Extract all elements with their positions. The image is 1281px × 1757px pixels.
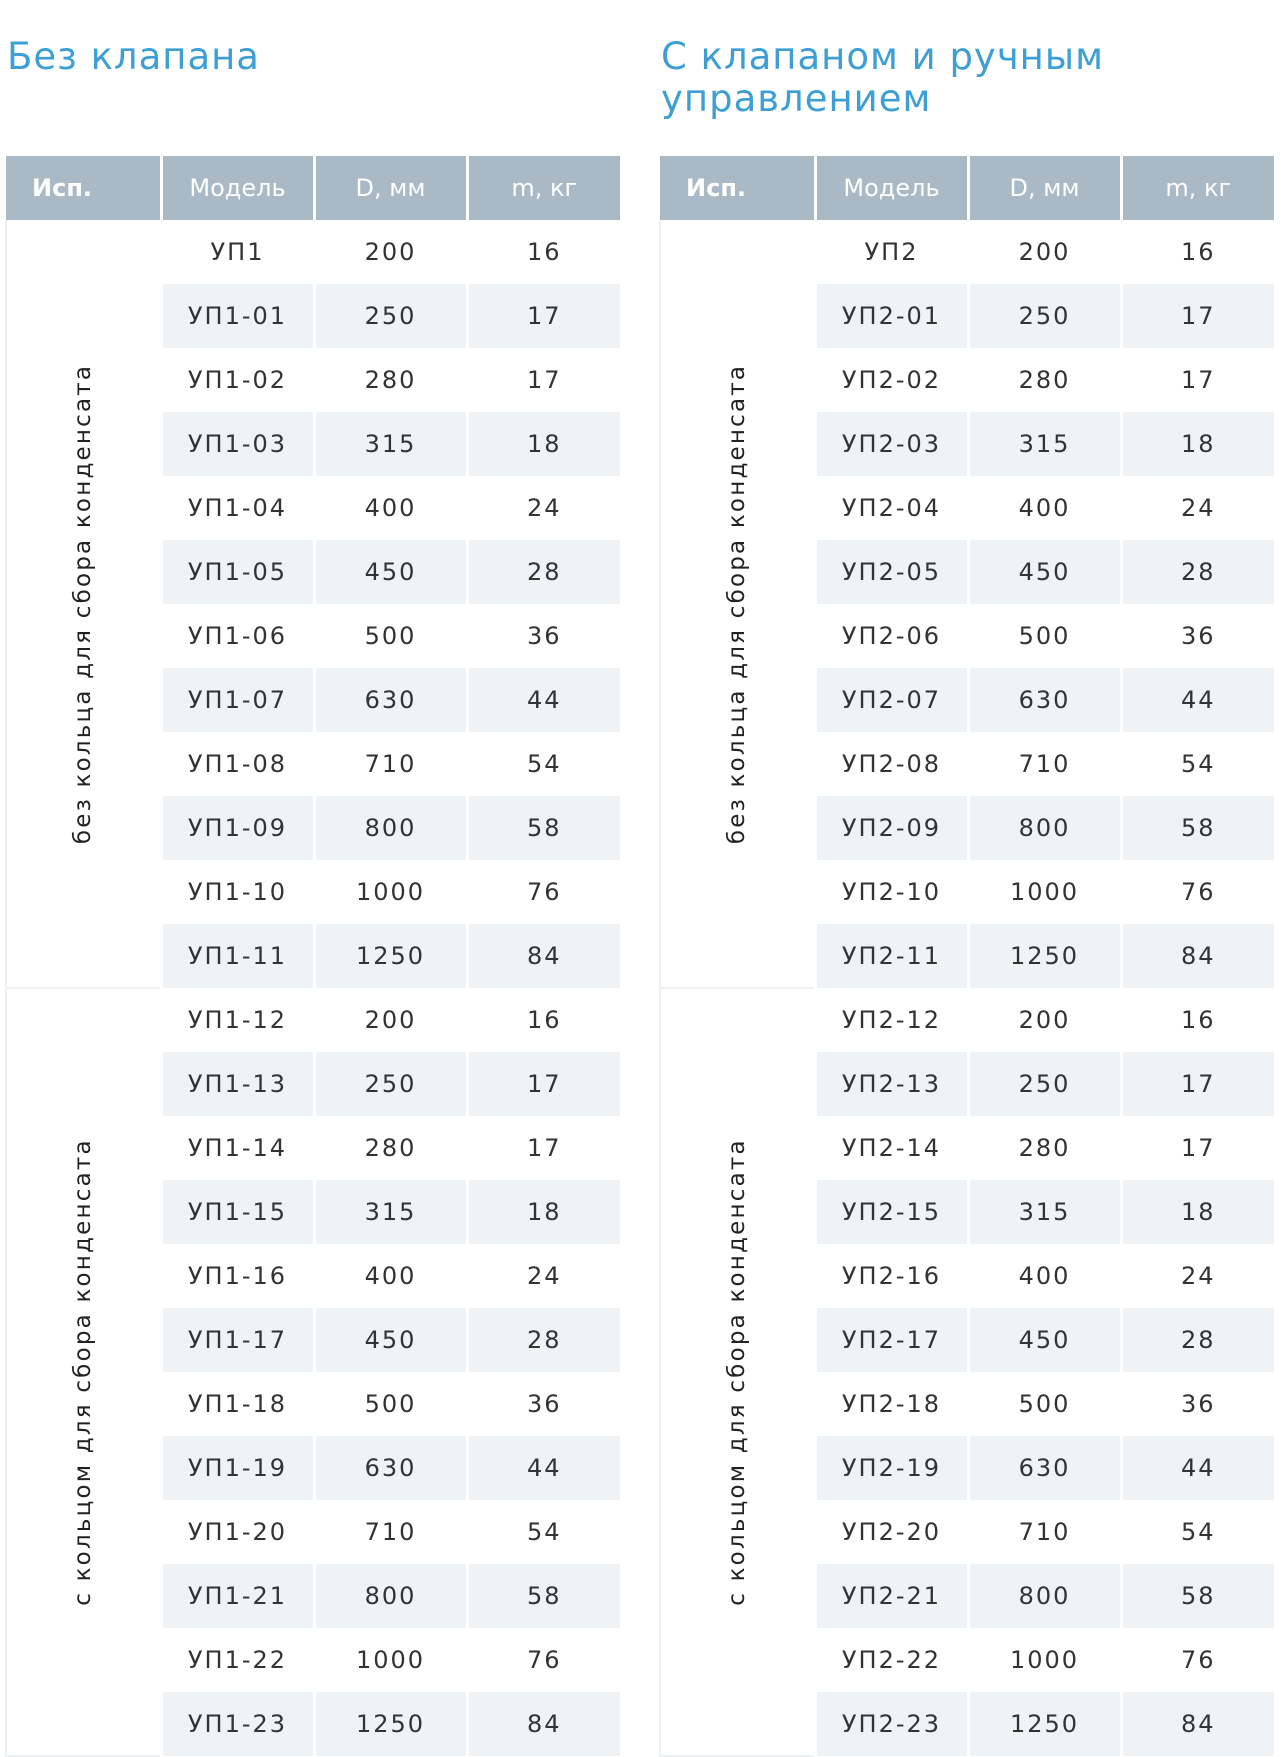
mass-cell: 54 bbox=[467, 1500, 620, 1564]
mass-cell: 84 bbox=[467, 924, 620, 988]
header-isp: Исп. bbox=[660, 156, 815, 220]
model-cell: УП2-03 bbox=[815, 412, 968, 476]
mass-cell: 16 bbox=[1121, 988, 1274, 1052]
mass-cell: 44 bbox=[467, 668, 620, 732]
diameter-cell: 1000 bbox=[314, 860, 467, 924]
model-cell: УП1-13 bbox=[161, 1052, 314, 1116]
model-cell: УП1-04 bbox=[161, 476, 314, 540]
diameter-cell: 280 bbox=[968, 348, 1121, 412]
model-cell: УП1-03 bbox=[161, 412, 314, 476]
mass-cell: 84 bbox=[467, 1692, 620, 1756]
group-label: без кольца для сбора конденсата bbox=[724, 363, 751, 844]
mass-cell: 18 bbox=[467, 412, 620, 476]
header-model: Модель bbox=[161, 156, 314, 220]
diameter-cell: 710 bbox=[314, 1500, 467, 1564]
model-cell: УП1-21 bbox=[161, 1564, 314, 1628]
group-cell bbox=[6, 220, 161, 988]
model-cell: УП1-15 bbox=[161, 1180, 314, 1244]
mass-cell: 17 bbox=[467, 348, 620, 412]
diameter-cell: 250 bbox=[968, 284, 1121, 348]
diameter-cell: 1250 bbox=[968, 924, 1121, 988]
table-row bbox=[6, 988, 620, 1052]
model-cell: УП2-17 bbox=[815, 1308, 968, 1372]
model-cell: УП2-14 bbox=[815, 1116, 968, 1180]
model-cell: УП2-06 bbox=[815, 604, 968, 668]
diameter-cell: 250 bbox=[314, 284, 467, 348]
table-row bbox=[660, 220, 1274, 284]
model-cell: УП1-20 bbox=[161, 1500, 314, 1564]
model-cell: УП1-02 bbox=[161, 348, 314, 412]
header-row bbox=[6, 156, 620, 220]
diameter-cell: 1000 bbox=[968, 860, 1121, 924]
header-model: Модель bbox=[815, 156, 968, 220]
model-cell: УП1-09 bbox=[161, 796, 314, 860]
mass-cell: 24 bbox=[467, 1244, 620, 1308]
spec-table bbox=[5, 156, 620, 1757]
group-label: с кольцом для сбора конденсата bbox=[724, 1138, 751, 1606]
diameter-cell: 400 bbox=[968, 476, 1121, 540]
diameter-cell: 400 bbox=[314, 476, 467, 540]
model-cell: УП1 bbox=[161, 220, 314, 284]
model-cell: УП1-05 bbox=[161, 540, 314, 604]
diameter-cell: 800 bbox=[314, 796, 467, 860]
diameter-cell: 800 bbox=[314, 1564, 467, 1628]
model-cell: УП1-12 bbox=[161, 988, 314, 1052]
model-cell: УП1-22 bbox=[161, 1628, 314, 1692]
diameter-cell: 250 bbox=[314, 1052, 467, 1116]
model-cell: УП2-01 bbox=[815, 284, 968, 348]
diameter-cell: 710 bbox=[314, 732, 467, 796]
model-cell: УП1-23 bbox=[161, 1692, 314, 1756]
model-cell: УП1-08 bbox=[161, 732, 314, 796]
mass-cell: 54 bbox=[467, 732, 620, 796]
mass-cell: 58 bbox=[1121, 1564, 1274, 1628]
mass-cell: 84 bbox=[1121, 1692, 1274, 1756]
diameter-cell: 280 bbox=[314, 1116, 467, 1180]
diameter-cell: 710 bbox=[968, 732, 1121, 796]
diameter-cell: 450 bbox=[968, 1308, 1121, 1372]
table-row bbox=[6, 220, 620, 284]
mass-cell: 36 bbox=[1121, 1372, 1274, 1436]
model-cell: УП1-06 bbox=[161, 604, 314, 668]
model-cell: УП2-23 bbox=[815, 1692, 968, 1756]
mass-cell: 76 bbox=[467, 860, 620, 924]
diameter-cell: 500 bbox=[968, 1372, 1121, 1436]
model-cell: УП1-11 bbox=[161, 924, 314, 988]
diameter-cell: 200 bbox=[314, 220, 467, 284]
header-mass: m, кг bbox=[1121, 156, 1274, 220]
model-cell: УП2-21 bbox=[815, 1564, 968, 1628]
model-cell: УП2-07 bbox=[815, 668, 968, 732]
group-cell bbox=[660, 220, 815, 988]
mass-cell: 58 bbox=[467, 796, 620, 860]
model-cell: УП2-04 bbox=[815, 476, 968, 540]
group-cell bbox=[660, 988, 815, 1756]
diameter-cell: 315 bbox=[968, 1180, 1121, 1244]
group-label: без кольца для сбора конденсата bbox=[70, 363, 97, 844]
mass-cell: 76 bbox=[1121, 860, 1274, 924]
mass-cell: 24 bbox=[1121, 476, 1274, 540]
group-cell bbox=[6, 988, 161, 1756]
mass-cell: 24 bbox=[1121, 1244, 1274, 1308]
mass-cell: 36 bbox=[1121, 604, 1274, 668]
header-isp: Исп. bbox=[6, 156, 161, 220]
header-mass: m, кг bbox=[467, 156, 620, 220]
diameter-cell: 400 bbox=[968, 1244, 1121, 1308]
mass-cell: 18 bbox=[1121, 412, 1274, 476]
diameter-cell: 630 bbox=[314, 1436, 467, 1500]
diameter-cell: 315 bbox=[314, 412, 467, 476]
mass-cell: 24 bbox=[467, 476, 620, 540]
mass-cell: 17 bbox=[1121, 348, 1274, 412]
diameter-cell: 1250 bbox=[314, 924, 467, 988]
model-cell: УП2-18 bbox=[815, 1372, 968, 1436]
model-cell: УП2-05 bbox=[815, 540, 968, 604]
model-cell: УП1-17 bbox=[161, 1308, 314, 1372]
mass-cell: 36 bbox=[467, 1372, 620, 1436]
mass-cell: 17 bbox=[467, 284, 620, 348]
diameter-cell: 315 bbox=[968, 412, 1121, 476]
model-cell: УП2 bbox=[815, 220, 968, 284]
model-cell: УП2-09 bbox=[815, 796, 968, 860]
diameter-cell: 450 bbox=[968, 540, 1121, 604]
mass-cell: 58 bbox=[1121, 796, 1274, 860]
mass-cell: 17 bbox=[1121, 1116, 1274, 1180]
mass-cell: 44 bbox=[1121, 1436, 1274, 1500]
mass-cell: 28 bbox=[1121, 1308, 1274, 1372]
mass-cell: 44 bbox=[1121, 668, 1274, 732]
diameter-cell: 500 bbox=[314, 604, 467, 668]
header-row bbox=[660, 156, 1274, 220]
mass-cell: 17 bbox=[467, 1116, 620, 1180]
mass-cell: 16 bbox=[467, 988, 620, 1052]
group-label: с кольцом для сбора конденсата bbox=[70, 1138, 97, 1606]
diameter-cell: 800 bbox=[968, 1564, 1121, 1628]
diameter-cell: 280 bbox=[968, 1116, 1121, 1180]
diameter-cell: 630 bbox=[314, 668, 467, 732]
model-cell: УП2-08 bbox=[815, 732, 968, 796]
diameter-cell: 500 bbox=[968, 604, 1121, 668]
diameter-cell: 1000 bbox=[314, 1628, 467, 1692]
diameter-cell: 200 bbox=[968, 220, 1121, 284]
diameter-cell: 500 bbox=[314, 1372, 467, 1436]
mass-cell: 28 bbox=[467, 540, 620, 604]
diameter-cell: 315 bbox=[314, 1180, 467, 1244]
model-cell: УП2-10 bbox=[815, 860, 968, 924]
mass-cell: 17 bbox=[1121, 284, 1274, 348]
diameter-cell: 200 bbox=[314, 988, 467, 1052]
spec-table bbox=[659, 156, 1274, 1757]
mass-cell: 16 bbox=[467, 220, 620, 284]
mass-cell: 28 bbox=[467, 1308, 620, 1372]
diameter-cell: 1000 bbox=[968, 1628, 1121, 1692]
diameter-cell: 250 bbox=[968, 1052, 1121, 1116]
model-cell: УП1-01 bbox=[161, 284, 314, 348]
mass-cell: 84 bbox=[1121, 924, 1274, 988]
diameter-cell: 710 bbox=[968, 1500, 1121, 1564]
mass-cell: 17 bbox=[1121, 1052, 1274, 1116]
mass-cell: 16 bbox=[1121, 220, 1274, 284]
model-cell: УП1-19 bbox=[161, 1436, 314, 1500]
mass-cell: 58 bbox=[467, 1564, 620, 1628]
diameter-cell: 800 bbox=[968, 796, 1121, 860]
model-cell: УП2-02 bbox=[815, 348, 968, 412]
model-cell: УП1-16 bbox=[161, 1244, 314, 1308]
mass-cell: 76 bbox=[467, 1628, 620, 1692]
mass-cell: 18 bbox=[1121, 1180, 1274, 1244]
model-cell: УП2-15 bbox=[815, 1180, 968, 1244]
diameter-cell: 1250 bbox=[968, 1692, 1121, 1756]
mass-cell: 44 bbox=[467, 1436, 620, 1500]
model-cell: УП1-10 bbox=[161, 860, 314, 924]
table-row bbox=[660, 988, 1274, 1052]
model-cell: УП2-12 bbox=[815, 988, 968, 1052]
diameter-cell: 400 bbox=[314, 1244, 467, 1308]
diameter-cell: 200 bbox=[968, 988, 1121, 1052]
model-cell: УП2-19 bbox=[815, 1436, 968, 1500]
model-cell: УП2-13 bbox=[815, 1052, 968, 1116]
section-title: С клапаном и ручным управлением bbox=[661, 35, 1105, 120]
diameter-cell: 450 bbox=[314, 540, 467, 604]
mass-cell: 76 bbox=[1121, 1628, 1274, 1692]
diameter-cell: 450 bbox=[314, 1308, 467, 1372]
model-cell: УП2-16 bbox=[815, 1244, 968, 1308]
mass-cell: 28 bbox=[1121, 540, 1274, 604]
model-cell: УП1-18 bbox=[161, 1372, 314, 1436]
model-cell: УП2-20 bbox=[815, 1500, 968, 1564]
mass-cell: 54 bbox=[1121, 1500, 1274, 1564]
model-cell: УП2-11 bbox=[815, 924, 968, 988]
diameter-cell: 630 bbox=[968, 668, 1121, 732]
diameter-cell: 280 bbox=[314, 348, 467, 412]
header-diameter: D, мм bbox=[314, 156, 467, 220]
model-cell: УП1-14 bbox=[161, 1116, 314, 1180]
header-diameter: D, мм bbox=[968, 156, 1121, 220]
diameter-cell: 630 bbox=[968, 1436, 1121, 1500]
mass-cell: 36 bbox=[467, 604, 620, 668]
mass-cell: 17 bbox=[467, 1052, 620, 1116]
diameter-cell: 1250 bbox=[314, 1692, 467, 1756]
mass-cell: 54 bbox=[1121, 732, 1274, 796]
section-title: Без клапана bbox=[7, 35, 260, 78]
mass-cell: 18 bbox=[467, 1180, 620, 1244]
model-cell: УП2-22 bbox=[815, 1628, 968, 1692]
model-cell: УП1-07 bbox=[161, 668, 314, 732]
